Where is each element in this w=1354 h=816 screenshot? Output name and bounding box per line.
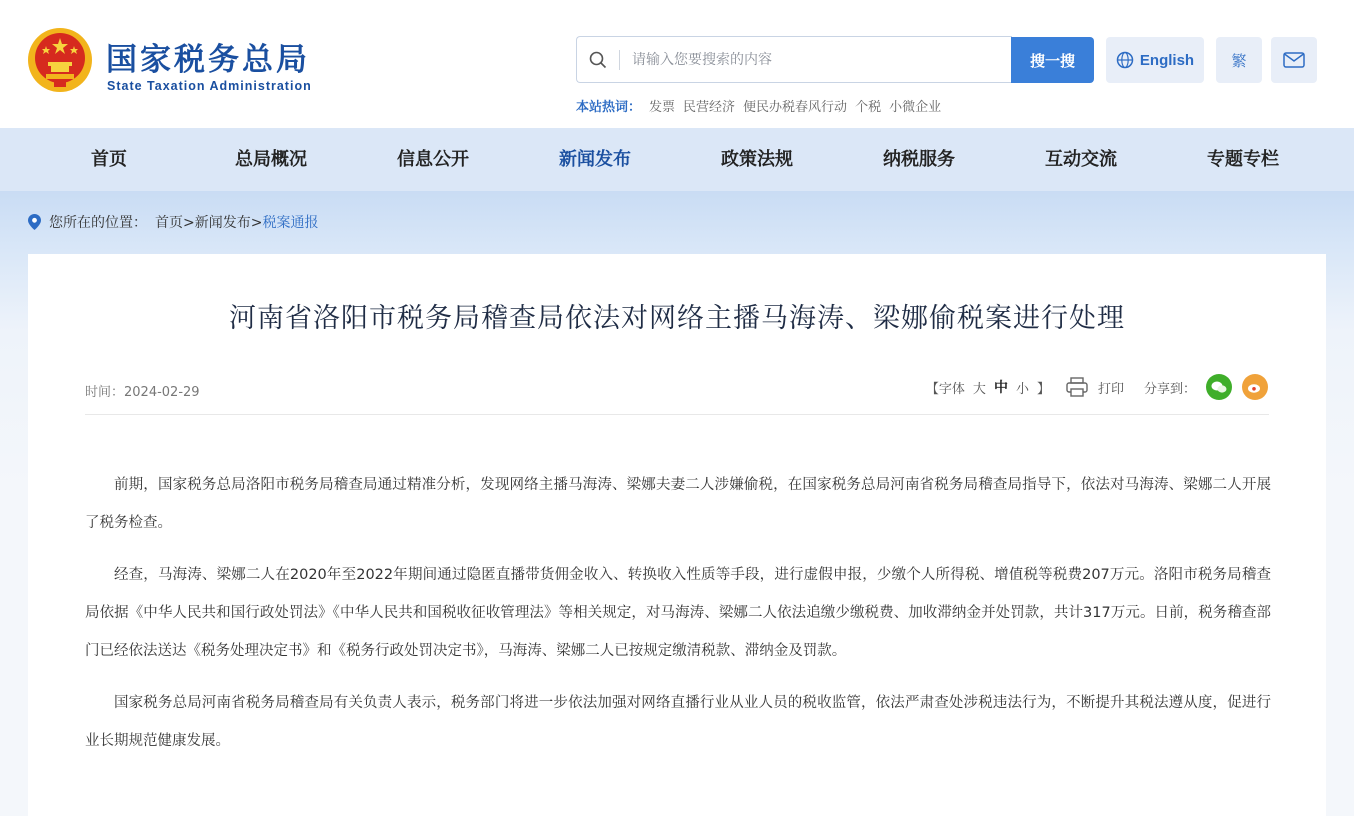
article-date [85, 381, 200, 400]
breadcrumb-home[interactable]: 首页 [155, 215, 183, 231]
search-input[interactable] [632, 45, 1012, 75]
nav-item-interaction[interactable]: 互动交流 [1045, 149, 1117, 170]
hot-words [576, 96, 941, 115]
english-button[interactable] [1106, 37, 1204, 83]
font-size-controls [926, 377, 1050, 397]
mail-button[interactable] [1271, 37, 1317, 83]
globe-icon [1116, 51, 1134, 69]
print-button[interactable]: 打印 [1097, 381, 1124, 397]
search-separator [619, 50, 620, 70]
weibo-share-icon[interactable] [1242, 374, 1268, 400]
search-icon [589, 51, 607, 69]
nav-item-overview[interactable]: 总局概况 [235, 149, 307, 170]
breadcrumb-current[interactable]: 税案通报 [262, 215, 319, 231]
font-size-medium[interactable]: 中 [993, 380, 1008, 396]
font-size-label: 【字体 [925, 381, 965, 397]
font-size-large[interactable]: 大 [972, 381, 986, 397]
divider [85, 414, 1269, 415]
english-label: English [1139, 51, 1195, 69]
hot-word-link[interactable]: 民营经济 [683, 100, 736, 115]
font-size-label-close: 】 [1036, 381, 1050, 397]
date-label: 时间： [85, 385, 125, 400]
mail-icon [1283, 52, 1305, 68]
national-emblem-icon[interactable] [26, 26, 94, 94]
date-value: 2024-02-29 [124, 385, 200, 400]
article-title: 河南省洛阳市税务局稽查局依法对网络主播马海涛、梁娜偷税案进行处理 [229, 303, 1125, 334]
breadcrumb-separator: > [183, 215, 195, 231]
search-box [576, 36, 1012, 83]
share-label: 分享到： [1143, 381, 1196, 397]
site-title[interactable]: 国家税务总局 [106, 42, 310, 78]
nav-item-news[interactable]: 新闻发布 [559, 149, 631, 170]
traditional-chinese-button[interactable]: 繁 [1216, 37, 1262, 83]
printer-icon[interactable] [1066, 377, 1088, 397]
article-card [28, 254, 1326, 816]
article-body [85, 466, 1271, 774]
breadcrumb-label: 您所在的位置： [49, 215, 147, 231]
hot-word-link[interactable]: 发票 [649, 100, 676, 115]
breadcrumb-section[interactable]: 新闻发布 [194, 215, 251, 231]
hot-words-label: 本站热词： [576, 100, 642, 115]
hot-word-link[interactable]: 便民办税春风行动 [743, 100, 848, 115]
nav-item-policies[interactable]: 政策法规 [721, 149, 793, 170]
nav-item-home[interactable]: 首页 [91, 149, 127, 170]
nav-item-tax-service[interactable]: 纳税服务 [883, 149, 955, 170]
location-pin-icon [28, 214, 41, 230]
hot-word-link[interactable]: 小微企业 [889, 100, 942, 115]
article-paragraph: 经查，马海涛、梁娜二人在2020年至2022年期间通过隐匿直播带货佣金收入、转换收入性质等手段，进行虚假申报，少缴个人所得税、增值税等税费207万元。洛阳市税务局稽查局依据《中华人民共和国行政处罚法》《中华人民共和国税收征收管理法》等相关规定，对马海涛、梁娜二人依法追缴少缴税费、加收滞纳金并处罚款，共计317万元。日前，税务稽查部门已经依法送达《税务处理决定书》和《税务行政处罚决定书》，马海涛、梁娜二人已按规定缴清税款、滞纳金及罚款。 [85, 567, 1271, 659]
main-nav [0, 128, 1354, 191]
article-paragraph: 国家税务总局河南省税务局稽查局有关负责人表示，税务部门将进一步依法加强对网络直播行业从业人员的税收监管，依法严肃查处涉税违法行为，不断提升其税法遵从度，促进行业长期规范健康发展。 [85, 695, 1271, 749]
wechat-share-icon[interactable] [1206, 374, 1232, 400]
breadcrumb [28, 212, 318, 232]
site-header [0, 0, 1354, 128]
hot-word-link[interactable]: 个税 [855, 100, 882, 115]
article-paragraph: 前期，国家税务总局洛阳市税务局稽查局通过精准分析，发现网络主播马海涛、梁娜夫妻二人涉嫌偷税，在国家税务总局河南省税务局稽查局指导下，依法对马海涛、梁娜二人开展了税务检查。 [85, 477, 1271, 531]
font-size-small[interactable]: 小 [1015, 381, 1029, 397]
nav-item-info-disclosure[interactable]: 信息公开 [397, 149, 469, 170]
nav-item-special-topics[interactable]: 专题专栏 [1207, 149, 1279, 170]
breadcrumb-separator: > [250, 215, 263, 231]
site-subtitle: State Taxation Administration [107, 79, 312, 93]
search-button[interactable]: 搜一搜 [1011, 37, 1094, 83]
article-toolbar [926, 374, 1268, 400]
